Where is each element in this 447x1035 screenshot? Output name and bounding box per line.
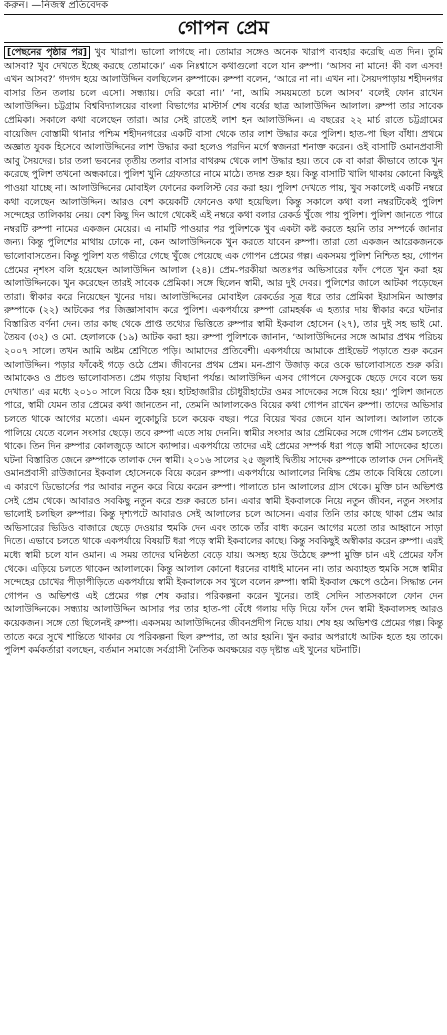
article-headline: গোপন প্রেম — [177, 17, 270, 39]
article-body — [4, 46, 443, 658]
article-text: খুব খারাপ। ভালো লাগছে না। তোমার সঙ্গেও অনেক খারাপ ব্যবহার করেছি এত দিন। তুমি আসবা? খুব দেখতে ইচ্ছে করছে তোমাকে।’ এক নিঃশ্বাসে কথাগুলো বলে যান রুম্পা। ‘আসব না মানে! কী বল এসব! এখন আসব?’ গদগদ হয়ে আলাউদ্দিন বলছিলেন রুম্পাকে। রুম্পা বলেন, ‘আরে না না। এখন না। সৈয়দপাড়ায় শহীদনগর বাসার তিন তলায় চলে এসো। সন্ধ্যায়। দেরি করো না।’ ‘না, আমি সময়মতো চলে আসব’ বলেই ফোন রাখেন আলাউদ্দিন। চট্টগ্রাম বিশ্ববিদ্যালয়ের বাংলা বিভাগের মাস্টার্স শেষ বর্ষের ছাত্র আলাউদ্দিন আলাল। রুম্পা তার সাবেক প্রেমিকা। সকালে কথা বলেছেন তারা। আর সেই রাতেই লাশ হন আলাউদ্দিন। এ বছরের ২২ মার্চ রাতে চট্টগ্রামের বায়েজিদ বোস্তামী থানার পশ্চিম শহীদনগরের একটি বাসা থেকে তার লাশ উদ্ধার করে পুলিশ। হাত-পা ছিল বাঁধা। প্রথমে অজ্ঞাত যুবক হিসেবে আলাউদ্দিনের লাশ উদ্ধার করা হলেও পরদিন মর্গে স্বজনরা শনাক্ত করেন। ওই বাসাটি ওমানপ্রবাসী আবু সৈয়দের। চার তলা ভবনের তৃতীয় তলার বাসার বাথরুম থেকে লাশ উদ্ধার হয়। তবে কে বা কারা কীভাবে তাকে খুন করেছে পুলিশ তখনো অন্ধকারে। পুলিশ খুনি গ্রেফতারে নামে মাঠে। তদন্ত শুরু হয়। কিন্তু বাসাটি খালি থাকায় কোনো কিছুই পাওয়া যাচ্ছে না। আলাউদ্দিনের মোবাইল ফোনের কললিস্ট বের করা হয়। পুলিশ দেখতে পায়, খুব সকালেই একটি নম্বরে কথা বলেছেন আলাউদ্দিন। আরও বেশ কয়েকটি ফোনেও কথা হয়েছিল। কিন্তু সকালে কথা বলা নম্বরটিকেই পুলিশ সন্দেহের তালিকায় নেয়। বেশ কিছু দিন আগে থেকেই এই নম্বরে কথা বলার রেকর্ড খুঁজে পায় পুলিশ। পুলিশ জানতে পারে নম্বরটি রুম্পা নামের একজন মেয়ের। এ নামটি পাওয়ার পর পুলিশকে খুব একটা কষ্ট করতে হয়নি তার সম্পর্কে জানার জন্য। কিন্তু পুলিশের মাথায় ঢোকে না, কেন আলাউদ্দিনকে খুন করতে যাবেন রুম্পা। তারা তো একজন আরেকজনকে ভালোবাসতেন। কিন্তু পুলিশ যত গভীরে গেছে খুঁজে পেয়েছে এক গোপন প্রেমের গল্প। একসময় পুলিশ নিশ্চিত হয়, গোপন প্রেমের নৃশংস বলি হয়েছেন আলাউদ্দিন আলাল (২৪)। প্রেম-পরকীয়া অতঃপর অভিসারের ফাঁদ পেতে খুন করা হয় আলাউদ্দিনকে। খুন করেছেন তারই সাবেক প্রেমিকা। সঙ্গে ছিলেন স্বামী, আর দুই দেবর। পুলিশের জালে আটকা পড়েছেন তারা। স্বীকার করে নিয়েছেন খুনের দায়। আলাউদ্দিনের মোবাইল রেকর্ডের সূত্র ধরে তার প্রেমিকা ইয়াসমিন আক্তার রুম্পাকে (২২) আটকের পর জিজ্ঞাসাবাদ করে পুলিশ। একপর্যায়ে রুম্পা রোমহর্ষক এ হত্যার দায় স্বীকার করে ঘটনার বিস্তারিত বর্ণনা দেন। তার কাছ থেকে প্রাপ্ত তথ্যের ভিত্তিতে রুম্পার স্বামী ইকবাল হোসেন (২৭), তার দুই সহ ভাই মো. তৈয়ব (৩২) ও মো. হেলালকে (১৯) আটক করা হয়। রুম্পা পুলিশকে জানান, ‘আলাউদ্দিনের সঙ্গে আমার প্রথম পরিচয় ২০০৭ সালে। তখন আমি অষ্টম শ্রেণিতে পড়ি। আমাদের প্রতিবেশী। একপর্যায়ে আমাকে প্রাইভেট পড়াতে শুরু করেন আলাউদ্দিন। পড়ার ফাঁকেই গড়ে ওঠে প্রেম। জীবনের প্রথম প্রেম। মন-প্রাণ উজাড় করে ওকে ভালোবাসতে শুরু করি। আমাকেও ও প্রচণ্ড ভালোবাসত। প্রেম গড়ায় বিছানা পর্যন্ত। আলাউদ্দিন এসব গোপনে ফেসবুকে ছেড়ে দেবে বলে ভয় দেখাত।’ এর মধ্যে ২০১০ সালে বিয়ে ঠিক হয়। হাটহাজারীর চৌধুরীহাটের ওমর সাদেকের সঙ্গে বিয়ে হয়।’ পুলিশ জানতে পারে, স্বামী যেমন তার প্রেমের কথা জানতেন না, তেমনি আলালকেও বিয়ের কথা গোপন রাখেন রুম্পা। তাদের অভিসার চলতে থাকে আগের মতো। এমন লুকোচুরি চলে কয়েক বছর। পরে বিয়ের খবর জেনে যান আলাল। আলাল তাকে পালিয়ে যেতে বলেন সংসার ছেড়ে। তবে রুম্পা এতে সায় দেননি। স্বামীর সংসার আর প্রেমিকের সঙ্গে গোপন প্রেম চলতেই থাকে। তিন দিন রুম্পার কোলজুড়ে আসে ক্যান্সার। একপর্যায়ে তাদের এই প্রেমের সম্পর্ক ধরা পড়ে স্বামী সাদেকের হাতে। ঘটনা বিস্তারিত জেনে রুম্পাকে তালাক দেন স্বামী। ২০১৬ সালের ২৫ জুলাই দ্বিতীয় সাদেক রুম্পাকে তালাক দেন সেদিনই ওমানপ্রবাসী রাউজানের ইকবাল হোসেনকে বিয়ে করেন রুম্পা। একপর্যায়ে আলালের নিষিদ্ধ প্রেম তাকে বিষিয়ে তোলে। এ কারণে ডিভোর্সের পর আবার নতুন করে বিয়ে করেন রুম্পা। পালাতে চান আলালের গ্রাস থেকে। মুক্তি চান অভিশপ্ত সেই প্রেম থেকে। আবারও সবকিছু নতুন করে শুরু করতে চান। এবার স্বামী ইকবালকে নিয়ে নতুন জীবন, নতুন সংসার ভালোই চলছিল রুম্পার। কিন্তু দৃশ্যপটে আবারও সেই আলালের চলে আসেন। এবার তিনি তার কাছে থাকা প্রেম আর অভিসারের ভিডিও বাজারে ছেড়ে দেওয়ার হুমকি দেন এবং তাকে তাঁর বাধ্য করেন আগের মতো তার আহ্বানে সাড়া দিতে। এভাবে চলতে থাকে একপর্যায়ে বিষয়টি ধরা পড়ে স্বামী ইকবালের কাছে। কিন্তু সবকিছুই অস্বীকার করেন রুম্পা। এরই মধ্যে স্বামী চলে যান ওমান। এ সময় তাদের ঘনিষ্ঠতা বেড়ে যায়। অসহ্য হয়ে উঠেছে রুম্পা মুক্তি চান এই প্রেমের ফাঁস থেকে। এড়িয়ে চলতে থাকেন আলালকে। কিন্তু আলাল কোনো ধরনের বাধাই মানেন না। তার অব্যাহত হুমকি সঙ্গে স্বামীর সন্দেহের চোখের পীড়াপীড়িতে একপর্যায়ে স্বামী ইকবালকে সব খুলে বলেন রুম্পা। স্বামী ইকবাল ক্ষেপে ওঠেন। সিদ্ধান্ত নেন গোপন ও অভিশপ্ত এই প্রেমের গল্প শেষ করার। পরিকল্পনা করেন খুনের। তাই সেদিন সাতসকালে ফোন দেন আলাউদ্দিনকে। সন্ধ্যায় আলাউদ্দিন আসার পর তার হাত-পা বেঁধে গলায় দড়ি দিয়ে ফাঁস দেন স্বামী ইকবালসহ আরও কয়েকজন। সঙ্গে তো ছিলেনই রুম্পা। একসময় আলাউদ্দিনের জীবনপ্রদীপ নিভে যায়। শেষ হয় অভিশপ্ত প্রেমের গল্প। কিন্তু তাতে করে সুখে শান্তিতে থাকার যে পরিকল্পনা ছিল রুম্পার, তা আর হয়নি। খুন করার অপরাধে আটক হতে হয় তাকে। পুলিশ কর্মকর্তারা বলছেন, বর্তমান সমাজে সর্বগ্রাসী নৈতিক অবক্ষয়ের বড় দৃষ্টান্ত এই খুনের ঘটনাটি। — [4, 47, 443, 657]
article-paragraph — [4, 46, 443, 658]
continued-from-back-page-tag: [পেছনের পৃষ্ঠার পর] — [4, 46, 90, 59]
previous-article-ending: করুন। —নিজস্ব প্রতিবেদক — [4, 0, 109, 11]
headline-box — [4, 14, 443, 43]
